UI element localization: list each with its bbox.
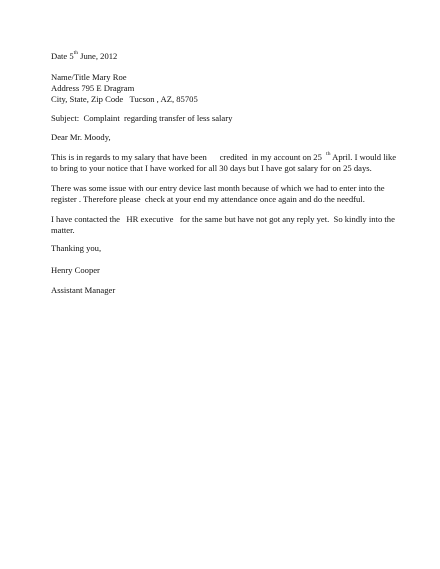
- paragraph3-line2: matter.: [51, 225, 75, 235]
- salutation: Dear Mr. Moody,: [51, 132, 111, 142]
- paragraph2-line2: register . Therefore please check at your end my attendance once again and do the needful.: [51, 194, 365, 204]
- recipient-street-line: Address 795 E Dragram: [51, 83, 135, 93]
- paragraph1-line1: [51, 152, 396, 163]
- paragraph1-line1-suffix: April. I would like: [330, 152, 397, 162]
- paragraph1-ordinal: th: [326, 151, 331, 158]
- paragraph2-line1: There was some issue with our entry device last month because of which we had to enter into the: [51, 183, 385, 193]
- paragraph1-line2: to bring to your notice that I have worked for all 30 days but I have got salary for on 25 days.: [51, 163, 372, 173]
- date-prefix: Date 5: [51, 51, 74, 61]
- recipient-city-line: City, State, Zip Code Tucson , AZ, 85705: [51, 94, 198, 104]
- date-line: [51, 51, 117, 62]
- closing: Thanking you,: [51, 243, 102, 253]
- date-ordinal: th: [73, 50, 78, 57]
- paragraph3-line1: I have contacted the HR executive for the same but have not got any reply yet. So kindly into the: [51, 214, 395, 224]
- recipient-name-line: Name/Title Mary Roe: [51, 72, 127, 82]
- signature-name: Henry Cooper: [51, 265, 100, 275]
- subject-line: Subject: Complaint regarding transfer of less salary: [51, 113, 233, 123]
- paragraph1-line1-prefix: This is in regards to my salary that have been credited in my account on 25: [51, 152, 327, 162]
- date-suffix: June, 2012: [77, 51, 118, 61]
- signature-title: Assistant Manager: [51, 285, 116, 295]
